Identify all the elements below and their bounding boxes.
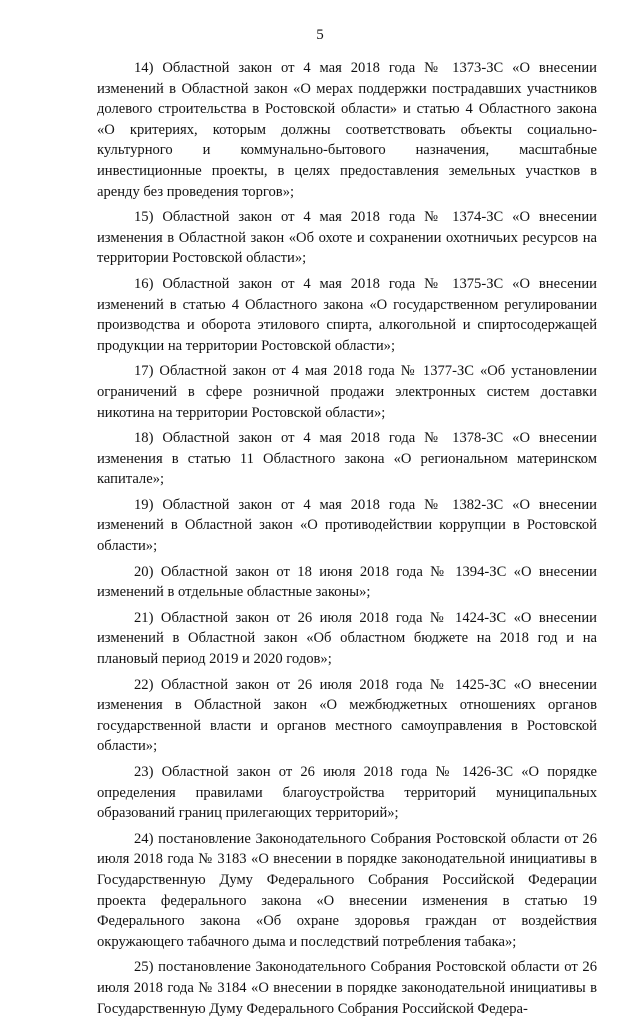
list-item: 17) Областной закон от 4 мая 2018 года № 1377-ЗС «Об установлении ограничений в сфере розничной продажи электронных систем доставки никотина на территории Ростовской области»; — [97, 363, 597, 421]
list-item: 23) Областной закон от 26 июля 2018 года № 1426-ЗС «О порядке определения правилами благоустройства территорий муниципальных образований границ прилегающих территорий»; — [97, 764, 597, 822]
list-item: 14) Областной закон от 4 мая 2018 года № 1373-ЗС «О внесении изменений в Областной закон «О мерах поддержки пострадавших участников долевого строительства в Ростовской области» и статью 4 Областного закона «О критериях, которым должны соответствовать объекты социально-культурного и коммунально-бытового назначения, масштабные инвестиционные проекты, в целях предоставления земельных участков в аренду без проведения торгов»; — [97, 60, 597, 200]
page-number: 5 — [316, 27, 324, 43]
list-item: 25) постановление Законодательного Собрания Ростовской области от 26 июля 2018 года № 3184 «О внесении в порядке законодательной инициативы в Государственную Думу Федерального Собрания Российской Федера- — [97, 959, 597, 1017]
list-item: 21) Областной закон от 26 июля 2018 года № 1424-ЗС «О внесении изменений в Областной закон «Об областном бюджете на 2018 год и на плановый период 2019 и 2020 годов»; — [97, 609, 597, 668]
list-item: 15) Областной закон от 4 мая 2018 года № 1374-ЗС «О внесении изменения в Областной закон «Об охоте и сохранении охотничьих ресурсов на территории Ростовской области»; — [97, 209, 597, 267]
list-item: 18) Областной закон от 4 мая 2018 года № 1378-ЗС «О внесении изменения в статью 11 Областного закона «О региональном материнском капитале»; — [97, 430, 597, 488]
list-item: 24) постановление Законодательного Собрания Ростовской области от 26 июля 2018 года № 3183 «О внесении в порядке законодательной инициативы в Государственную Думу Федерального Собрания Российской Федерации проекта федерального закона «О внесении изменения в статью 19 Федерального закона «Об охране здоровья граждан от воздействия окружающего табачного дыма и последствий потребления табака»; — [97, 830, 597, 950]
list-item: 19) Областной закон от 4 мая 2018 года № 1382-ЗС «О внесении изменений в Областной закон «О противодействии коррупции в Ростовской области»; — [97, 496, 597, 555]
list-item: 22) Областной закон от 26 июля 2018 года № 1425-ЗС «О внесении изменения в Областной закон «О межбюджетных отношениях органов государственной власти и органов местного самоуправления в Ростовской области»; — [97, 676, 597, 755]
list-item: 20) Областной закон от 18 июня 2018 года № 1394-ЗС «О внесении изменений в отдельные областные законы»; — [97, 563, 597, 601]
document-body — [97, 58, 597, 1024]
list-item: 16) Областной закон от 4 мая 2018 года № 1375-ЗС «О внесении изменений в статью 4 Областного закона «О государственном регулировании производства и оборота этилового спирта, алкогольной и спиртосодержащей продукции на территории Ростовской области»; — [97, 275, 597, 354]
